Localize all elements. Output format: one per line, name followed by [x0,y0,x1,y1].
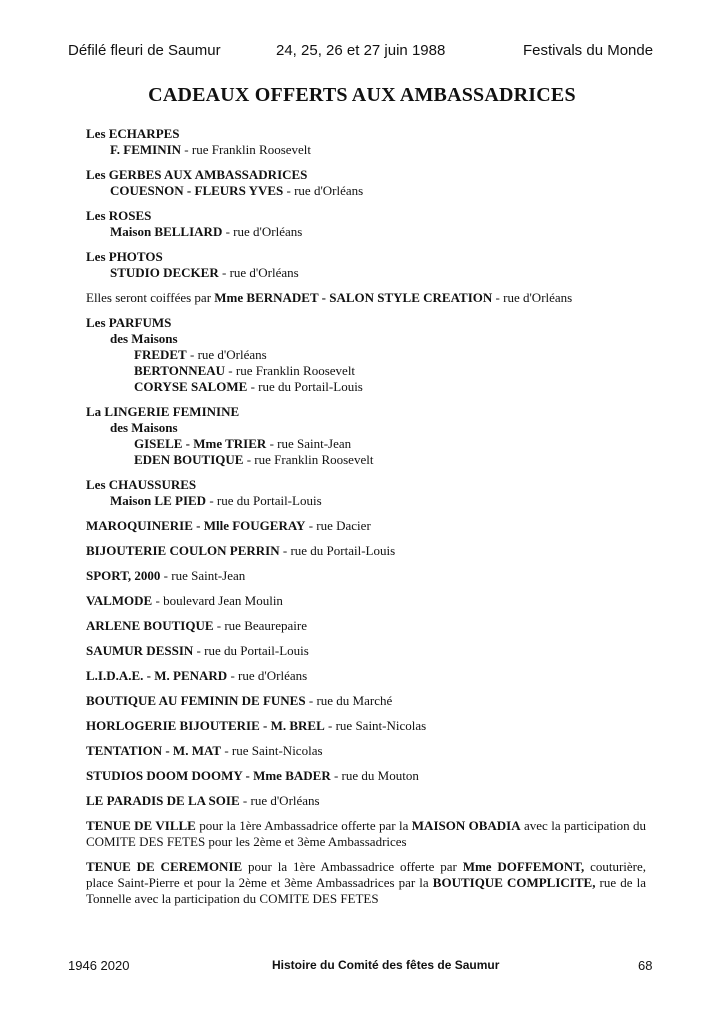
donor-address: rue Franklin Roosevelt [191,142,312,157]
section-heading: Les GERBES AUX AMBASSADRICES [86,167,308,182]
donor-address: rue Saint-Jean [277,436,352,451]
entry-line: BIJOUTERIE COULON PERRIN - rue du Portail-Louis [86,543,396,558]
entry-line: BOUTIQUE AU FEMININ DE FUNES - rue du Marché [86,693,393,708]
footer-years: 1946 2020 [68,958,130,973]
entry-name: SPORT, 2000 [86,568,161,583]
header-right: Festivals du Monde [523,42,654,59]
donor-name: BERTONNEAU [134,363,226,378]
donor-name: EDEN BOUTIQUE [134,452,244,467]
entry-line: TENTATION - M. MAT - rue Saint-Nicolas [86,743,323,758]
donor-address: rue d'Orléans [294,183,364,198]
entry-address: rue du Marché [316,693,393,708]
donor-name: STUDIO DECKER [110,265,219,280]
entry-name: VALMODE [86,593,153,608]
donor-line: F. FEMININ - rue Franklin Roosevelt [110,142,312,157]
donor-name: CORYSE SALOME [134,379,248,394]
section-photos [86,249,646,281]
section-heading: La LINGERIE FEMININE [86,404,240,419]
donor-line: FREDET - rue d'Orléans [134,347,267,362]
entry-address: boulevard Jean Moulin [163,593,283,608]
donor-line: Maison BELLIARD - rue d'Orléans [110,224,303,239]
entry-name: LE PARADIS DE LA SOIE [86,793,240,808]
header-dates: 24, 25, 26 et 27 juin 1988 [276,42,446,59]
entry-address: rue Saint-Nicolas [231,743,323,758]
donor-line: COUESNON - FLEURS YVES - rue d'Orléans [110,183,364,198]
donor-address: rue du Portail-Louis [216,493,322,508]
entry-name: HORLOGERIE BIJOUTERIE - M. BREL [86,718,325,733]
section-subheading: des Maisons [110,331,178,346]
entry-address: rue d'Orléans [238,668,308,683]
entry-line: HORLOGERIE BIJOUTERIE - M. BREL - rue Saint-Nicolas [86,718,427,733]
entry-address: rue du Portail-Louis [290,543,396,558]
entry-line: VALMODE - boulevard Jean Moulin [86,593,283,608]
section-heading: Les PHOTOS [86,249,163,264]
entry-address: rue du Mouton [341,768,419,783]
para-bold: Mme DOFFEMONT, [462,859,585,874]
entry-name: L.I.D.A.E. - M. PENARD [86,668,228,683]
entry-name: SAUMUR DESSIN [86,643,194,658]
donor-line: STUDIO DECKER - rue d'Orléans [110,265,299,280]
entry-address: rue Saint-Nicolas [335,718,427,733]
entry-line: SAUMUR DESSIN - rue du Portail-Louis [86,643,309,658]
para-text: couturière, place Saint-Pierre et pour la 2ème et 3ème Ambassadrices par la [86,859,647,890]
paragraph-tenue-ville [86,818,646,850]
para-bold: BOUTIQUE COMPLICITE, [432,875,596,890]
entry-name: BIJOUTERIE COULON PERRIN [86,543,280,558]
donor-line: BERTONNEAU - rue Franklin Roosevelt [134,363,356,378]
entry-name: TENTATION - M. MAT [86,743,222,758]
footer-title: Histoire du Comité des fêtes de Saumur [272,958,500,972]
page-number: 68 [638,958,653,973]
entry-name: MAROQUINERIE - Mlle FOUGERAY [86,518,306,533]
donor-line: EDEN BOUTIQUE - rue Franklin Roosevelt [134,452,374,467]
para-text: pour la 1ère Ambassadrice offerte par la [199,818,409,833]
para-bold: TENUE DE CEREMONIE [86,859,243,874]
entry-line: LE PARADIS DE LA SOIE - rue d'Orléans [86,793,320,808]
donor-address: rue Franklin Roosevelt [254,452,374,467]
entry-name: STUDIOS DOOM DOOMY - Mme BADER [86,768,331,783]
section-roses [86,208,646,240]
donor-line: Maison LE PIED - rue du Portail-Louis [110,493,322,508]
donor-name: F. FEMININ [110,142,182,157]
coiffure-address: rue d'Orléans [503,290,573,305]
donor-line: CORYSE SALOME - rue du Portail-Louis [134,379,363,394]
entry-address: rue Dacier [316,518,371,533]
donor-name: FREDET [134,347,187,362]
section-heading: Les PARFUMS [86,315,172,330]
section-parfums [86,315,646,395]
gifts-list [86,126,646,916]
page-title: CADEAUX OFFERTS AUX AMBASSADRICES [148,84,576,106]
donor-address: rue d'Orléans [197,347,267,362]
section-lingerie [86,404,646,468]
section-heading: Les CHAUSSURES [86,477,197,492]
entry-address: rue d'Orléans [250,793,320,808]
entry-line: STUDIOS DOOM DOOMY - Mme BADER - rue du Mouton [86,768,419,783]
entry-address: rue Beaurepaire [224,618,307,633]
donor-name: GISELE - Mme TRIER [134,436,267,451]
section-heading: Les ROSES [86,208,152,223]
para-text: rue de la Tonnelle avec la participation du COMITE DES FETES [86,875,646,906]
coiffure-line: Elles seront coiffées par Mme BERNADET - SALON STYLE CREATION - rue d'Orléans [86,290,573,305]
para-text: pour la 1ère Ambassadrice offerte par [248,859,457,874]
para-text: avec la participation du COMITE DES FETES pour les 2ème et 3ème Ambassadrices [86,818,647,849]
header-left: Défilé fleuri de Saumur [68,42,221,59]
entry-name: BOUTIQUE AU FEMININ DE FUNES [86,693,306,708]
para-bold: TENUE DE VILLE [86,818,196,833]
entry-line: ARLENE BOUTIQUE - rue Beaurepaire [86,618,307,633]
para-bold: MAISON OBADIA [411,818,521,833]
donor-address: rue d'Orléans [229,265,299,280]
coiffure-prefix: Elles seront coiffées par [86,290,212,305]
donor-address: rue du Portail-Louis [258,379,363,394]
entry-address: rue Saint-Jean [171,568,246,583]
entry-line: L.I.D.A.E. - M. PENARD - rue d'Orléans [86,668,308,683]
donor-address: rue d'Orléans [233,224,303,239]
entry-line: MAROQUINERIE - Mlle FOUGERAY - rue Dacier [86,518,371,533]
entry-line: SPORT, 2000 - rue Saint-Jean [86,568,246,583]
donor-line: GISELE - Mme TRIER - rue Saint-Jean [134,436,352,451]
paragraph-tenue-ceremonie [86,859,646,907]
entry-name: ARLENE BOUTIQUE [86,618,214,633]
donor-name: Maison BELLIARD [110,224,223,239]
section-heading: Les ECHARPES [86,126,180,141]
section-subheading: des Maisons [110,420,178,435]
donor-address: rue Franklin Roosevelt [235,363,356,378]
section-gerbes [86,167,646,199]
coiffure-name: Mme BERNADET - SALON STYLE CREATION [214,290,493,305]
section-chaussures [86,477,646,509]
entry-address: rue du Portail-Louis [204,643,309,658]
donor-name: COUESNON - FLEURS YVES [110,183,284,198]
section-echarpes [86,126,646,158]
donor-name: Maison LE PIED [110,493,207,508]
